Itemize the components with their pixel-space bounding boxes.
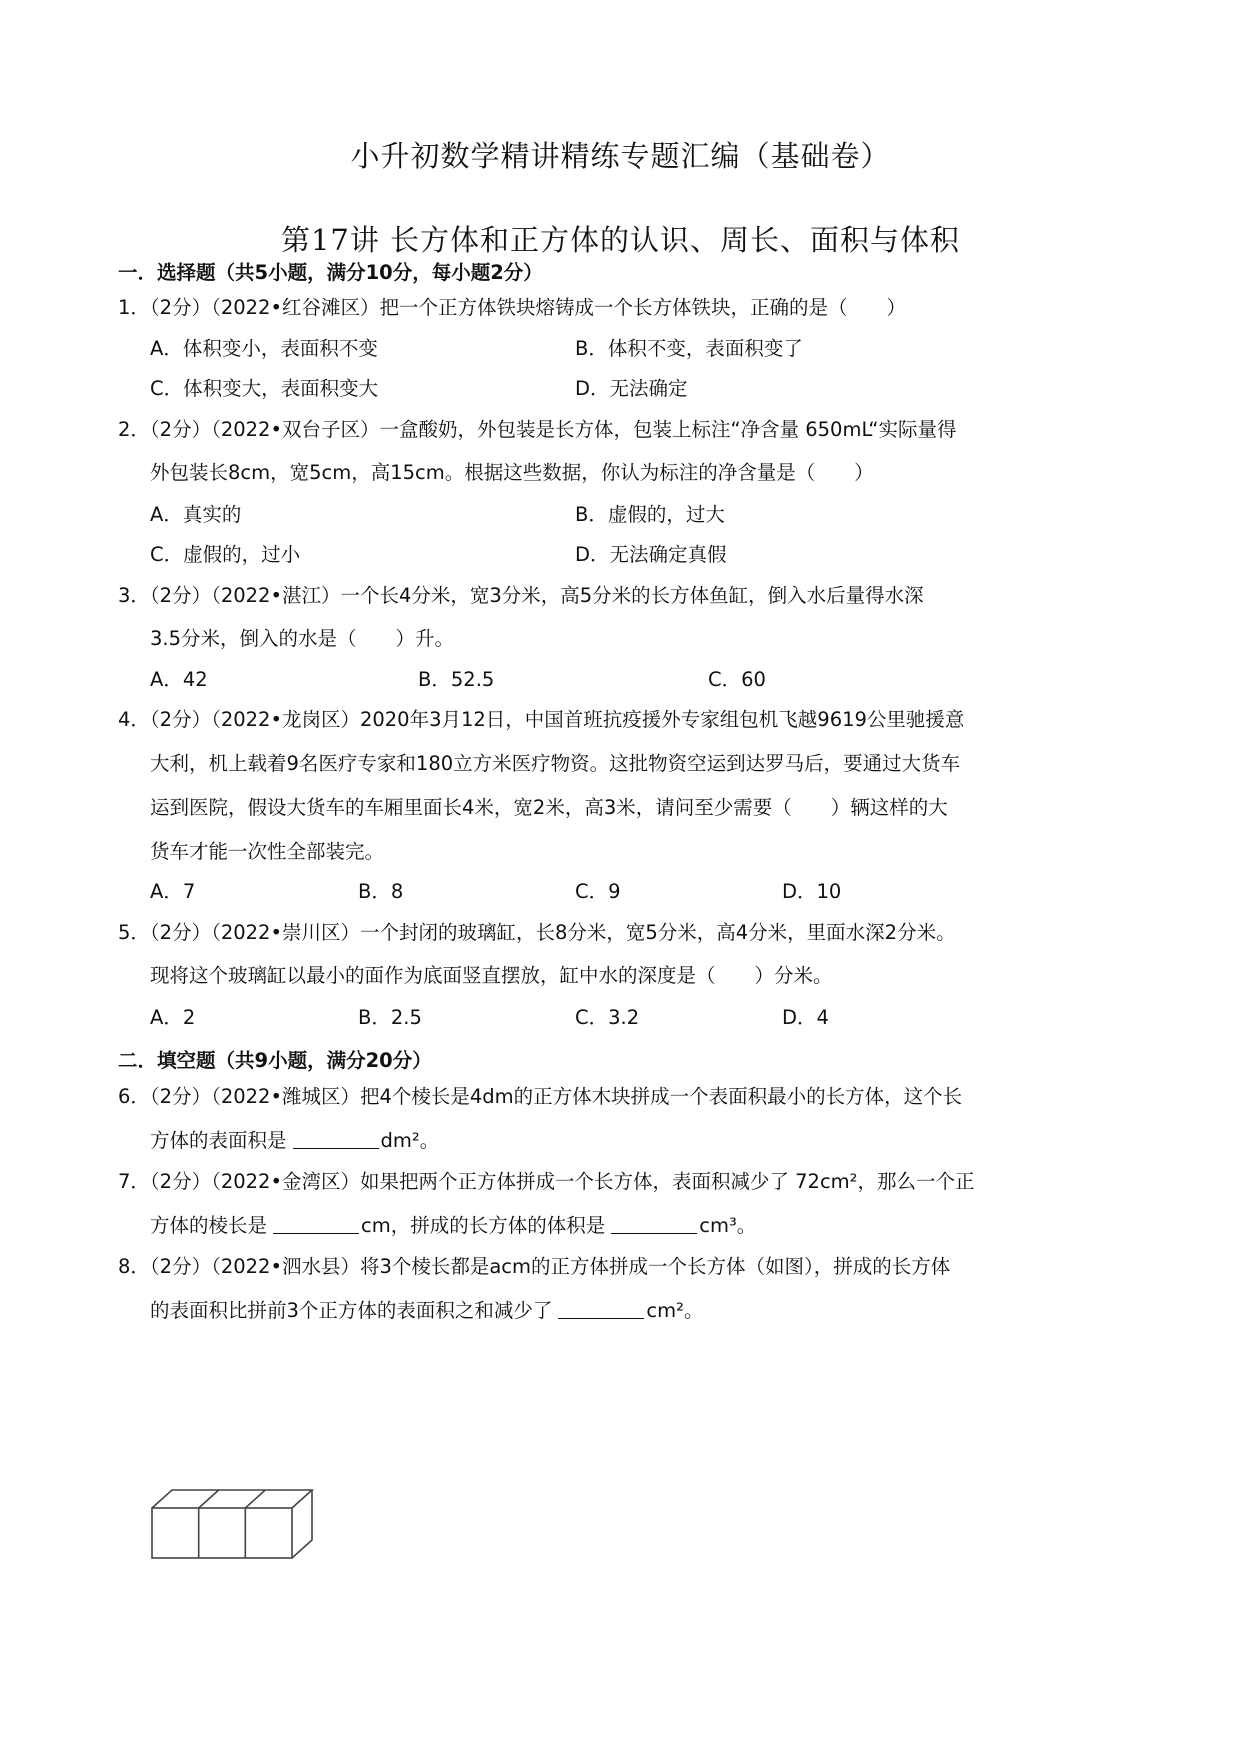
q7-answer-blank-2[interactable] [611, 1215, 697, 1234]
q8-unit: cm²。 [646, 1299, 704, 1322]
q4-option-a: A．7 [150, 880, 196, 903]
q4-option-b: B．8 [358, 880, 404, 903]
question-3-text-line2: 3.5分米，倒入的水是（ ）升。 [150, 627, 455, 650]
question-7-text-line1: 7．（2分）（2022•金湾区）如果把两个正方体拼成一个长方体，表面积减少了 72cm²，那么一个正 [118, 1170, 975, 1193]
q2-option-a: A．真实的 [150, 503, 242, 526]
front-face [152, 1508, 292, 1558]
q5-option-c: C．3.2 [575, 1006, 640, 1029]
question-4-text-line1: 4．（2分）（2022•龙岗区）2020年3月12日，中国首班抗疫援外专家组包机飞越9619公里驰援意 [118, 708, 965, 731]
q7-unit: cm³。 [699, 1214, 757, 1237]
question-8-text-line1: 8．（2分）（2022•泗水县）将3个棱长都是acm的正方体拼成一个长方体（如图），拼成的长方体 [118, 1255, 951, 1278]
q5-option-a: A．2 [150, 1006, 196, 1029]
q6-unit: dm²。 [380, 1129, 440, 1152]
lecture-title: 第17讲 长方体和正方体的认识、周长、面积与体积 [280, 223, 961, 257]
q1-option-d: D．无法确定 [575, 377, 688, 400]
question-3-text-line1: 3．（2分）（2022•湛江）一个长4分米，宽3分米，高5分米的长方体鱼缸，倒入水后量得水深 [118, 584, 924, 607]
question-2-text-line2: 外包装长8cm，宽5cm，高15cm。根据这些数据，你认为标注的净含量是（ ） [150, 461, 874, 484]
q7-middle: cm，拼成的长方体的体积是 [361, 1214, 606, 1237]
q6-answer-blank[interactable] [293, 1130, 379, 1149]
question-7-text-line2 [150, 1212, 756, 1240]
q4-option-d: D．10 [782, 880, 842, 903]
question-2-text-line1: 2．（2分）（2022•双台子区）一盒酸奶，外包装是长方体，包装上标注“净含量 650mL“实际量得 [118, 418, 957, 441]
q2-option-b: B．虚假的，过大 [575, 503, 725, 526]
question-8-text-line2 [150, 1297, 703, 1325]
question-5-text-line2: 现将这个玻璃缸以最小的面作为底面竖直摆放，缸中水的深度是（ ）分米。 [150, 964, 833, 987]
section-heading-fill: 二．填空题（共9小题，满分20分） [118, 1049, 432, 1072]
three-cubes-figure [150, 1488, 320, 1578]
q2-option-c: C．虚假的，过小 [150, 543, 301, 566]
question-4-text-line4: 货车才能一次性全部装完。 [150, 840, 385, 863]
q5-option-d: D．4 [782, 1006, 829, 1029]
q3-option-a: A．42 [150, 668, 208, 691]
q1-option-c: C．体积变大，表面积变大 [150, 377, 379, 400]
q7-answer-blank-1[interactable] [273, 1215, 359, 1234]
question-6-text-line1: 6．（2分）（2022•潍城区）把4个棱长是4dm的正方体木块拼成一个表面积最小的长方体，这个长 [118, 1085, 963, 1108]
q3-option-b: B．52.5 [418, 668, 495, 691]
question-4-text-line3: 运到医院，假设大货车的车厢里面长4米，宽2米，高3米，请问至少需要（ ）辆这样的大 [150, 796, 948, 819]
q4-option-c: C．9 [575, 880, 621, 903]
q6-prefix: 方体的表面积是 [150, 1129, 287, 1152]
section-heading-choice: 一．选择题（共5小题，满分10分，每小题2分） [118, 261, 543, 284]
q8-prefix: 的表面积比拼前3个正方体的表面积之和减少了 [150, 1299, 553, 1322]
q5-option-b: B．2.5 [358, 1006, 422, 1029]
question-1-text: 1．（2分）（2022•红谷滩区）把一个正方体铁块熔铸成一个长方体铁块，正确的是（ ） [118, 296, 906, 319]
question-6-text-line2 [150, 1127, 439, 1155]
q3-option-c: C．60 [708, 668, 766, 691]
q2-option-d: D．无法确定真假 [575, 543, 727, 566]
question-4-text-line2: 大利，机上载着9名医疗专家和180立方米医疗物资。这批物资空运到达罗马后，要通过大货车 [150, 752, 961, 775]
q1-option-b: B．体积不变，表面积变了 [575, 337, 803, 360]
page-title: 小升初数学精讲精练专题汇编（基础卷） [350, 139, 891, 173]
q7-prefix: 方体的棱长是 [150, 1214, 268, 1237]
q1-option-a: A．体积变小，表面积不变 [150, 337, 378, 360]
question-5-text-line1: 5．（2分）（2022•崇川区）一个封闭的玻璃缸，长8分米，宽5分米，高4分米，里面水深2分米。 [118, 921, 956, 944]
q8-answer-blank[interactable] [558, 1300, 644, 1319]
